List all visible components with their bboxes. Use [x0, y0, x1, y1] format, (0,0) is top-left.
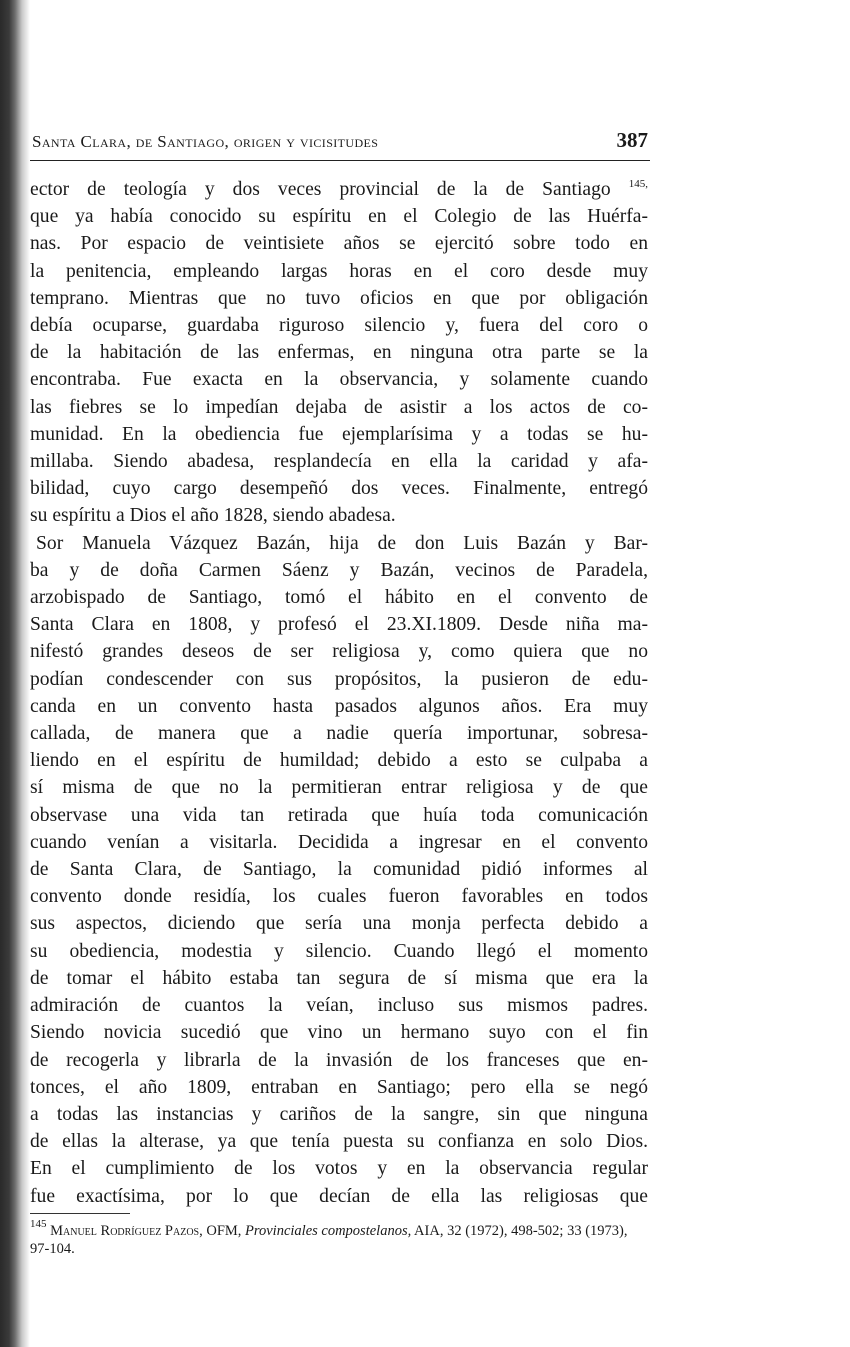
- text-line: su obediencia, modestia y silencio. Cuando llegó el momento: [30, 940, 648, 962]
- page-number: 387: [616, 128, 648, 152]
- text-line: Santa Clara en 1808, y profesó el 23.XI.1809. Desde niña ma-: [30, 614, 648, 636]
- text-line: sí misma de que no la permitieran entrar religiosa y de que: [30, 777, 648, 799]
- text-line: observase una vida tan retirada que huía toda comunicación: [30, 804, 648, 826]
- text-line: nas. Por espacio de veintisiete años se ejercitó sobre todo en: [30, 233, 648, 255]
- text-line: de ellas la alterase, ya que tenía puesta su confianza en solo Dios.: [30, 1131, 648, 1153]
- text-line: podían condescender con sus propósitos, la pusieron de edu-: [30, 668, 648, 690]
- text-line: su espíritu a Dios el año 1828, siendo abadesa.: [30, 505, 396, 527]
- text-line: canda en un convento hasta pasados algunos años. Era muy: [30, 695, 648, 717]
- footnote-marker: 145: [30, 1218, 47, 1230]
- text-line: de la habitación de las enfermas, en ninguna otra parte se la: [30, 342, 648, 364]
- text-line: temprano. Mientras que no tuvo oficios en que por obligación: [30, 287, 648, 309]
- text-line: convento donde residía, los cuales fueron favorables en todos: [30, 886, 648, 908]
- text-line: que ya había conocido su espíritu en el Colegio de las Huérfa-: [30, 206, 648, 228]
- text-line: arzobispado de Santiago, tomó el hábito en el convento de: [30, 587, 648, 609]
- text-line: debía ocuparse, guardaba riguroso silencio y, fuera del coro o: [30, 315, 648, 337]
- footnote-title: Provinciales compostelanos,: [245, 1223, 412, 1239]
- footnote-citation: AIA, 32 (1972), 498-502; 33 (1973), 97-104.: [30, 1223, 628, 1257]
- text-line: En el cumplimiento de los votos y en la observancia regular: [30, 1158, 648, 1180]
- text-line: tonces, el año 1809, entraban en Santiago; pero ella se negó: [30, 1076, 648, 1098]
- text-line: a todas las instancias y cariños de la sangre, sin que ninguna: [30, 1103, 648, 1125]
- footnote-author: Manuel Rodríguez Pazos, OFM,: [50, 1223, 242, 1239]
- text-line: Siendo novicia sucedió que vino un hermano suyo con el fin: [30, 1022, 648, 1044]
- text-line: millaba. Siendo abadesa, resplandecía en ella la caridad y afa-: [30, 451, 648, 473]
- text-line: admiración de cuantos la veían, incluso sus mismos padres.: [30, 995, 648, 1017]
- text-line: sus aspectos, diciendo que sería una monja perfecta debido a: [30, 913, 648, 935]
- text-line: la penitencia, empleando largas horas en el coro desde muy: [30, 260, 648, 282]
- text-line: cuando venían a visitarla. Decidida a ingresar en el convento: [30, 831, 648, 853]
- text-line: de Santa Clara, de Santiago, la comunidad pidió informes al: [30, 859, 648, 881]
- text-line: encontraba. Fue exacta en la observancia, y solamente cuando: [30, 369, 648, 391]
- footnote-rule: [30, 1213, 130, 1214]
- text-line: ba y de doña Carmen Sáenz y Bazán, vecinos de Paradela,: [30, 559, 648, 581]
- text-line: callada, de manera que a nadie quería importunar, sobresa-: [30, 723, 648, 745]
- running-title: Santa Clara, de Santiago, origen y vicisitudes: [32, 132, 379, 151]
- text-line: de recogerla y librarla de la invasión de los franceses que en-: [30, 1049, 648, 1071]
- text-line: ector de teología y dos veces provincial de la de Santiago $^{145,}$: [30, 178, 648, 200]
- text-line: de tomar el hábito estaba tan segura de sí misma que era la: [30, 967, 648, 989]
- paragraph-start: Sor Manuela Vázquez Bazán, hija de don Luis Bazán y Bar-: [36, 532, 648, 554]
- text-line: munidad. En la obediencia fue ejemplarísima y a todas se hu-: [30, 423, 648, 445]
- text-line: nifestó grandes deseos de ser religiosa y, como quiera que no: [30, 641, 648, 663]
- text-line: las fiebres se lo impedían dejaba de asistir a los actos de co-: [30, 396, 648, 418]
- footnote-reference: 145,: [628, 178, 648, 190]
- footnote: [30, 1218, 648, 1258]
- text-line: liendo en el espíritu de humildad; debido a esto se culpaba a: [30, 750, 648, 772]
- text-line: bilidad, cuyo cargo desempeñó dos veces. Finalmente, entregó: [30, 478, 648, 500]
- running-header: [30, 124, 650, 161]
- page-binding-shadow: [0, 0, 30, 1347]
- text-line: fue exactísima, por lo que decían de ella las religiosas que: [30, 1185, 648, 1207]
- body-text: [30, 176, 648, 1210]
